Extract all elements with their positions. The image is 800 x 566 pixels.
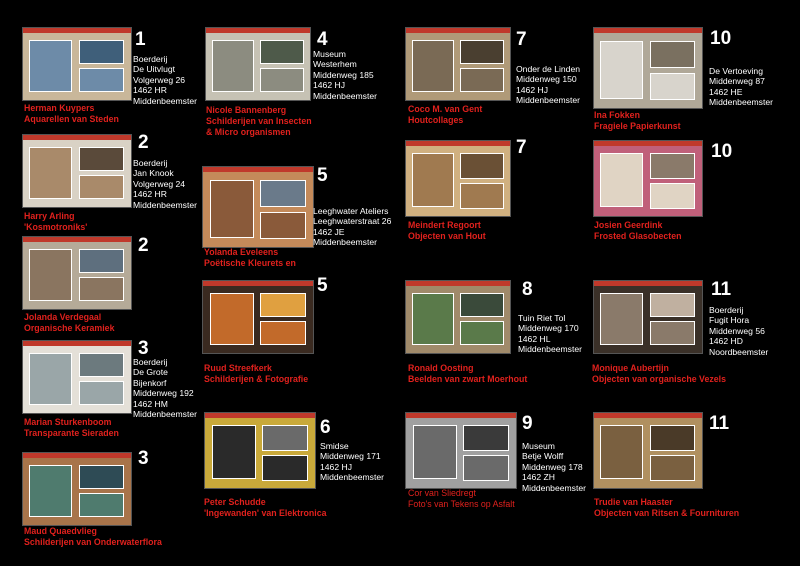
artwork-photo <box>79 493 124 517</box>
artwork-photo <box>650 455 695 481</box>
address-line: 1462 HR <box>133 189 167 200</box>
artwork-photo <box>260 40 304 64</box>
address-line: Tuin Riet Tol <box>518 313 566 323</box>
artist-name: Josien Geerdink <box>594 220 663 230</box>
location-address <box>133 357 197 419</box>
address-line: De Vertoeving <box>709 66 763 76</box>
exhibit-thumbnail[interactable] <box>22 452 132 526</box>
artwork-photo <box>463 455 509 481</box>
artist-name: Meindert Regoort <box>408 220 481 230</box>
address-line: Boerderij <box>133 357 168 367</box>
artwork-subtitle: Schilderijen van Onderwaterflora <box>24 537 162 547</box>
thumbnail-header-bar <box>206 28 310 33</box>
location-number: 3 <box>138 448 149 469</box>
artwork-photo <box>600 425 643 479</box>
exhibit-thumbnail[interactable] <box>593 27 703 109</box>
exhibit-thumbnail[interactable] <box>202 280 314 354</box>
location-number: 9 <box>522 413 533 434</box>
artwork-photo <box>463 425 509 451</box>
artwork-photo <box>260 212 306 239</box>
artwork-photo <box>79 465 124 489</box>
thumbnail-header-bar <box>205 413 315 418</box>
address-line: 1462 HE <box>709 86 743 97</box>
address-line: Middenbeemster <box>320 472 385 483</box>
artwork-photo <box>29 249 72 301</box>
artwork-photo <box>79 249 124 273</box>
location-address <box>709 305 768 357</box>
thumbnail-header-bar <box>594 28 702 33</box>
address-line: 1462 ZH <box>522 472 555 483</box>
artist-caption <box>408 104 482 126</box>
address-line: Middenweg 150 <box>516 74 577 85</box>
artwork-subtitle: Objecten van organische Vezels <box>592 374 726 384</box>
artwork-photo <box>29 147 72 199</box>
address-line: Middenweg 56 <box>709 325 765 336</box>
artist-caption <box>204 363 308 385</box>
location-number: 11 <box>711 279 732 300</box>
location-number: 4 <box>317 29 328 50</box>
artwork-photo <box>79 277 124 301</box>
thumbnail-header-bar <box>23 341 131 346</box>
thumbnail-header-bar <box>23 237 131 242</box>
address-line: Westerhem <box>313 59 357 70</box>
address-line: Middenweg 171 <box>320 451 381 462</box>
artwork-photo <box>79 381 124 405</box>
thumbnail-header-bar <box>406 141 510 146</box>
artwork-photo <box>79 40 124 64</box>
thumbnail-header-bar <box>406 28 510 33</box>
artwork-subtitle: 'Kosmotroniks' <box>24 222 88 232</box>
address-line: Middenweg 178 <box>522 461 583 472</box>
artwork-photo <box>412 40 454 92</box>
artist-name: Yolanda Eveleens <box>204 247 279 257</box>
exhibit-thumbnail[interactable] <box>593 140 703 217</box>
artwork-photo <box>29 353 72 405</box>
location-number: 7 <box>516 137 527 158</box>
exhibit-thumbnail[interactable] <box>593 280 703 354</box>
artwork-photo <box>412 293 454 345</box>
address-line: Middenbeemster <box>313 90 378 101</box>
address-line: Leeghwaterstraat 26 <box>313 216 392 227</box>
location-address <box>313 49 377 101</box>
address-line: Middenweg 185 <box>313 69 374 80</box>
thumbnail-header-bar <box>406 281 510 286</box>
address-line: Volgerweg 26 <box>133 74 186 85</box>
artwork-subtitle: Schilderijen & Fotografie <box>204 374 309 384</box>
address-line: Middenbeemster <box>133 409 198 420</box>
location-number: 2 <box>138 132 149 153</box>
artist-name: Maud Quaedvlieg <box>24 526 97 536</box>
artist-caption <box>592 363 726 385</box>
artwork-photo <box>650 425 695 451</box>
artwork-photo <box>460 321 504 345</box>
artwork-photo <box>210 180 254 238</box>
artwork-photo <box>262 455 308 481</box>
artwork-photo <box>412 153 454 207</box>
address-line: Smidse <box>320 441 349 451</box>
address-line: Volgerweg 24 <box>133 178 186 189</box>
artwork-photo <box>460 183 504 209</box>
exhibit-thumbnail[interactable] <box>202 166 314 248</box>
artist-name: Peter Schudde <box>204 497 266 507</box>
artwork-subtitle: Beelden van zwart Moerhout <box>408 374 528 384</box>
artist-caption <box>206 105 312 138</box>
location-address <box>516 64 580 106</box>
artwork-photo <box>29 465 72 517</box>
exhibit-thumbnail[interactable] <box>593 412 703 489</box>
address-line: 1462 HM <box>133 398 168 409</box>
address-line: De Uitvlugt <box>133 64 176 75</box>
artist-caption <box>408 220 486 242</box>
artist-name: Cor van Sliedregt <box>408 488 476 498</box>
address-line: Boerderij <box>133 158 168 168</box>
artist-caption <box>408 488 515 510</box>
artwork-photo <box>650 153 695 179</box>
address-line: Middenbeemster <box>522 482 587 493</box>
address-line: Middenbeemster <box>313 237 378 248</box>
exhibit-thumbnail[interactable] <box>22 134 132 208</box>
artwork-photo <box>460 293 504 317</box>
address-line: 1462 HD <box>709 336 743 347</box>
artwork-photo <box>79 175 124 199</box>
exhibit-thumbnail[interactable] <box>205 27 311 101</box>
location-number: 2 <box>138 235 149 256</box>
thumbnail-header-bar <box>594 413 702 418</box>
location-number: 10 <box>710 28 732 49</box>
artist-caption <box>594 110 681 132</box>
location-address <box>709 66 773 108</box>
artwork-subtitle: Fragiele Papierkunst <box>594 121 681 131</box>
location-number: 5 <box>317 275 328 296</box>
artist-caption <box>24 312 114 334</box>
thumbnail-header-bar <box>594 141 702 146</box>
exhibit-thumbnail[interactable] <box>405 280 511 354</box>
address-line: Middenbeemster <box>709 97 774 108</box>
address-line: Noordbeemster <box>709 346 769 357</box>
location-number: 1 <box>135 29 146 50</box>
artwork-photo <box>212 425 256 479</box>
artwork-photo <box>460 68 504 92</box>
thumbnail-header-bar <box>23 135 131 140</box>
address-line: 1462 HJ <box>320 461 353 472</box>
artist-name: Jolanda Verdegaal <box>24 312 102 322</box>
exhibit-thumbnail[interactable] <box>22 27 132 101</box>
address-line: Leeghwater Ateliers <box>313 206 389 216</box>
location-address <box>313 206 391 248</box>
exhibit-thumbnail[interactable] <box>204 412 316 489</box>
exhibit-thumbnail[interactable] <box>22 340 132 414</box>
thumbnail-header-bar <box>23 28 131 33</box>
artist-name: Harry Arling <box>24 211 75 221</box>
address-line: Museum <box>313 49 346 59</box>
location-number: 11 <box>709 413 730 434</box>
artwork-photo <box>210 293 254 345</box>
artwork-photo <box>260 321 306 345</box>
artist-name: Ronald Oosting <box>408 363 474 373</box>
artist-name: Coco M. van Gent <box>408 104 483 114</box>
artist-caption <box>24 103 119 125</box>
artist-caption <box>408 363 527 385</box>
artist-name: Monique Aubertijn <box>592 363 669 373</box>
address-line: Middenweg 87 <box>709 76 765 87</box>
location-address <box>133 54 197 106</box>
artwork-photo <box>460 40 504 64</box>
address-line: 1462 HJ <box>516 84 549 95</box>
artist-name: Nicole Bannenberg <box>206 105 287 115</box>
address-line: 1462 HJ <box>313 80 346 91</box>
artwork-subtitle: Frosted Glasobecten <box>594 231 682 241</box>
thumbnail-header-bar <box>23 453 131 458</box>
artwork-subtitle: Poëtische Kleurets en <box>204 258 296 268</box>
location-number: 10 <box>711 141 733 162</box>
address-line: Middenbeemster <box>133 199 198 210</box>
artwork-subtitle: 'Ingewanden' van Elektronica <box>204 508 327 518</box>
artwork-photo <box>260 293 306 317</box>
address-line: Boerderij <box>133 54 168 64</box>
location-number: 5 <box>317 165 328 186</box>
artwork-photo <box>29 40 72 92</box>
artwork-photo <box>79 147 124 171</box>
location-number: 6 <box>320 417 331 438</box>
location-address <box>518 313 582 355</box>
artwork-photo <box>79 68 124 92</box>
exhibit-thumbnail[interactable] <box>22 236 132 310</box>
artwork-subtitle-continued: & Micro organismen <box>206 127 291 137</box>
artwork-subtitle: Objecten van Hout <box>408 231 486 241</box>
address-line: Middenbeemster <box>518 344 583 355</box>
location-address <box>320 441 384 483</box>
address-line: Onder de Linden <box>516 64 581 74</box>
artwork-subtitle: Transparante Sieraden <box>24 428 119 438</box>
address-line: Middenbeemster <box>516 95 581 106</box>
address-line: Middenweg 192 <box>133 388 194 399</box>
artwork-photo <box>650 41 695 68</box>
artist-name: Herman Kuypers <box>24 103 95 113</box>
location-number: 8 <box>522 279 533 300</box>
artwork-photo <box>650 321 695 345</box>
artwork-subtitle: Schilderijen van Insecten <box>206 116 312 126</box>
artwork-photo <box>600 153 643 207</box>
exhibit-thumbnail[interactable] <box>405 412 517 489</box>
address-line: Fugit Hora <box>709 315 750 326</box>
location-address <box>522 441 586 493</box>
address-line: Middenweg 170 <box>518 323 579 334</box>
exhibit-thumbnail[interactable] <box>405 140 511 217</box>
thumbnail-header-bar <box>406 413 516 418</box>
artist-caption <box>24 526 162 548</box>
address-line: 1462 HL <box>518 333 551 344</box>
artwork-subtitle: Organische Keramiek <box>24 323 115 333</box>
location-address <box>133 158 197 210</box>
artist-caption <box>24 417 119 439</box>
artwork-subtitle: Houtcollages <box>408 115 464 125</box>
artist-caption <box>24 211 87 233</box>
artist-name: Ruud Streefkerk <box>204 363 272 373</box>
artwork-photo <box>600 293 643 345</box>
artwork-photo <box>650 73 695 100</box>
address-line: Betje Wolff <box>522 451 564 462</box>
artist-caption <box>594 220 682 242</box>
artist-caption <box>204 247 296 269</box>
thumbnail-header-bar <box>203 281 313 286</box>
artwork-photo <box>262 425 308 451</box>
artwork-photo <box>260 68 304 92</box>
address-line: 1462 HR <box>133 85 167 96</box>
artwork-photo <box>79 353 124 377</box>
artwork-photo <box>600 41 643 99</box>
address-line: Boerderij <box>709 305 744 315</box>
artwork-photo <box>413 425 457 479</box>
artwork-subtitle: Foto's van Tekens op Asfalt <box>408 499 515 509</box>
artist-caption <box>594 497 739 519</box>
artwork-subtitle: Objecten van Ritsen & Fournituren <box>594 508 740 518</box>
address-line: Middenbeemster <box>133 95 198 106</box>
artist-name: Ina Fokken <box>594 110 640 120</box>
address-line: Museum <box>522 441 555 451</box>
address-line: Jan Knook <box>133 168 174 179</box>
thumbnail-header-bar <box>594 281 702 286</box>
thumbnail-header-bar <box>203 167 313 172</box>
artist-caption <box>204 497 327 519</box>
artwork-photo <box>460 153 504 179</box>
artwork-photo <box>650 183 695 209</box>
artwork-subtitle: Aquarellen van Steden <box>24 114 119 124</box>
address-line: De Grote <box>133 367 168 378</box>
artwork-photo <box>650 293 695 317</box>
location-number: 3 <box>138 338 149 359</box>
location-number: 7 <box>516 29 527 50</box>
artwork-photo <box>212 40 254 92</box>
artist-name: Marian Sturkenboom <box>24 417 112 427</box>
artwork-photo <box>260 180 306 207</box>
address-line: 1462 JE <box>313 226 345 237</box>
artist-name: Trudie van Haaster <box>594 497 673 507</box>
address-line: Bijenkorf <box>133 377 167 388</box>
exhibit-thumbnail[interactable] <box>405 27 511 101</box>
